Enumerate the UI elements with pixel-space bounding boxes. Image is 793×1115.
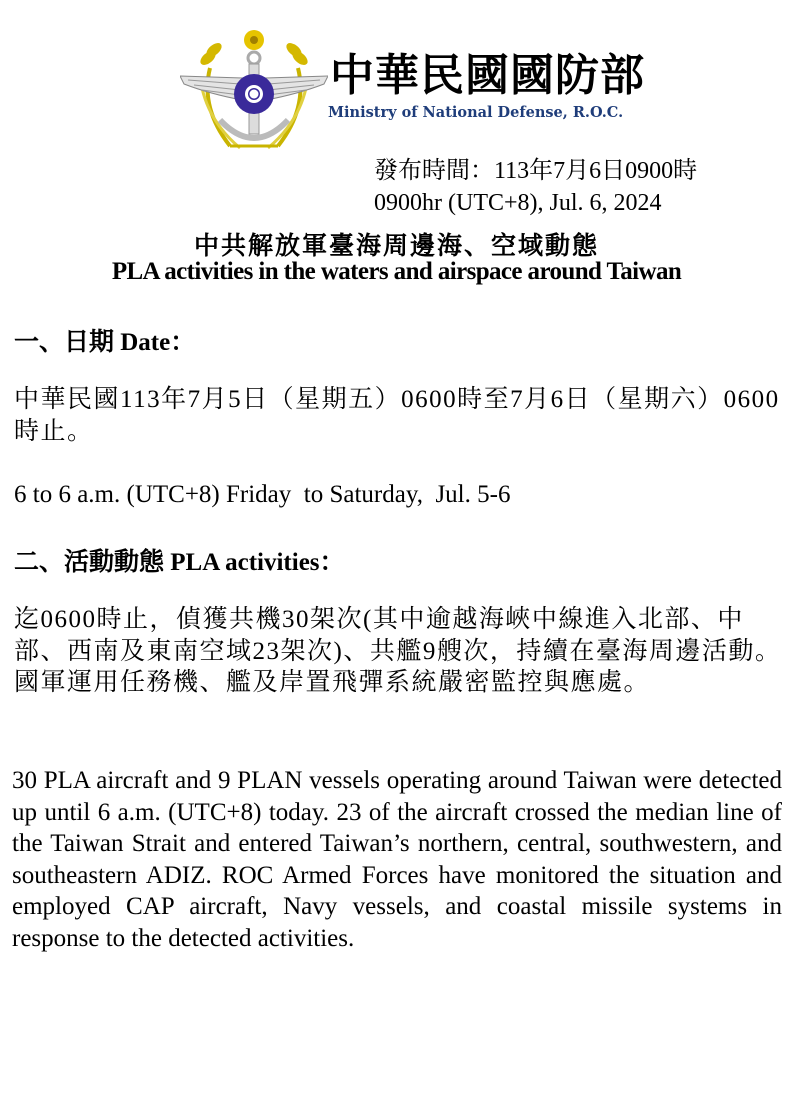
- mnd-emblem-icon: [180, 28, 328, 156]
- document-title-en: PLA activities in the waters and airspace around Taiwan: [111, 258, 682, 285]
- section-heading-activities: 二、活動動態 PLA activities：: [14, 549, 345, 576]
- date-text-zh: 中華民國113年7月5日（星期五）0600時至7月6日（星期六）0600時止。: [14, 386, 780, 445]
- org-name-en: Ministry of National Defense, R.O.C.: [328, 104, 624, 121]
- activities-text-zh: 迄0600時止，偵獲共機30架次(其中逾越海峽中線進入北部、中部、西南及東南空域23架次)、共艦9艘次，持續在臺海周邊活動。國軍運用任務機、艦及岸置飛彈系統嚴密監控與應處。: [14, 606, 782, 696]
- release-time-zh: 發布時間：113年7月6日0900時: [374, 158, 698, 184]
- document-title-zh: 中共解放軍臺海周邊海、空域動態: [193, 233, 599, 260]
- org-name-zh: 中華民國國防部: [330, 50, 645, 101]
- date-text-en: 6 to 6 a.m. (UTC+8) Friday to Saturday, Jul. 5-6: [14, 481, 511, 508]
- release-time-en: 0900hr (UTC+8), Jul. 6, 2024: [374, 190, 662, 216]
- activities-text-en: 30 PLA aircraft and 9 PLAN vessels operating around Taiwan were detected up until 6 a.m. (UTC+8) today. 23 of the aircraft crossed the median line of the Taiwan Strait and entered Taiwan’s northern, central, southwestern, and southeastern ADIZ. ROC Armed Forces have monitored the situation and employed CAP aircraft, Navy vessels, and coastal missile systems in response to the detected activities.: [12, 767, 782, 952]
- section-heading-date: 一、日期 Date：: [14, 329, 196, 356]
